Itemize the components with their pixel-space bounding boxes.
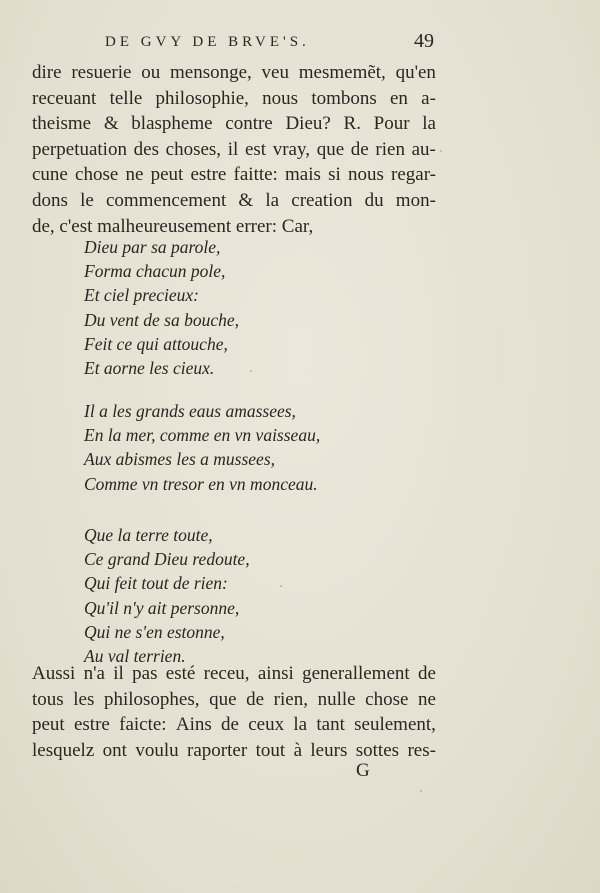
paper-speck	[440, 150, 442, 152]
text-line: dire resuerie ou mensonge, veu mesmemẽt, qu'en	[32, 62, 436, 83]
verse-line: Et aorne les cieux.	[84, 357, 215, 378]
running-title: DE GVY DE BRVE'S.	[105, 34, 310, 50]
text-line: dons le commencement & la creation du mon-	[32, 189, 436, 211]
verse-line: Dieu par sa parole,	[84, 237, 221, 257]
page-number: 49	[414, 30, 434, 52]
text-line: tous les philosophes, que de rien, nulle chose ne	[32, 688, 436, 710]
verse-line: En la mer, comme en vn vaisseau,	[84, 425, 321, 446]
stanza-1	[84, 235, 239, 380]
text-line: lesquelz ont voulu raporter tout à leurs sottes res-	[32, 739, 436, 761]
paper-speck	[420, 790, 422, 792]
verse-line: Il a les grands eaus amassees,	[84, 401, 296, 421]
text-line: perpetuation des choses, il est vray, que de rien au-	[32, 138, 436, 160]
verse-line: Que la terre toute,	[84, 525, 213, 545]
verse-line: Forma chacun pole,	[84, 261, 226, 282]
verse-line: Au val terrien.	[84, 645, 186, 666]
text-line: peut estre faicte: Ains de ceux la tant seulement,	[32, 714, 436, 736]
text-line: theisme & blaspheme contre Dieu? R. Pour la	[32, 113, 436, 135]
paper-speck	[250, 370, 252, 372]
verse-line: Ce grand Dieu redoute,	[84, 549, 250, 570]
verse-line: Et ciel precieux:	[84, 285, 199, 306]
paper-speck	[280, 585, 282, 587]
verse-line: Du vent de sa bouche,	[84, 309, 240, 330]
text-line: Aussi n'a il pas esté receu, ainsi generallement de	[32, 663, 436, 684]
verse-line: Qui ne s'en estonne,	[84, 621, 225, 642]
verse-line: Feit ce qui attouche,	[84, 333, 228, 354]
stanza-2	[84, 399, 320, 496]
catchword: G	[356, 760, 370, 781]
text-line: de, c'est malheureusement errer: Car,	[32, 215, 314, 237]
verse-line: Qui feit tout de rien:	[84, 573, 228, 594]
text-line: cune chose ne peut estre faitte: mais si nous regar-	[32, 164, 436, 186]
text-line: receuant telle philosophie, nous tombons en a-	[32, 87, 436, 109]
stanza-3	[84, 523, 250, 668]
verse-line: Aux abismes les a mussees,	[84, 449, 276, 470]
verse-line: Qu'il n'y ait personne,	[84, 597, 240, 618]
paragraph-1	[32, 60, 436, 239]
verse-line: Comme vn tresor en vn monceau.	[84, 473, 318, 494]
paragraph-2	[32, 661, 436, 763]
